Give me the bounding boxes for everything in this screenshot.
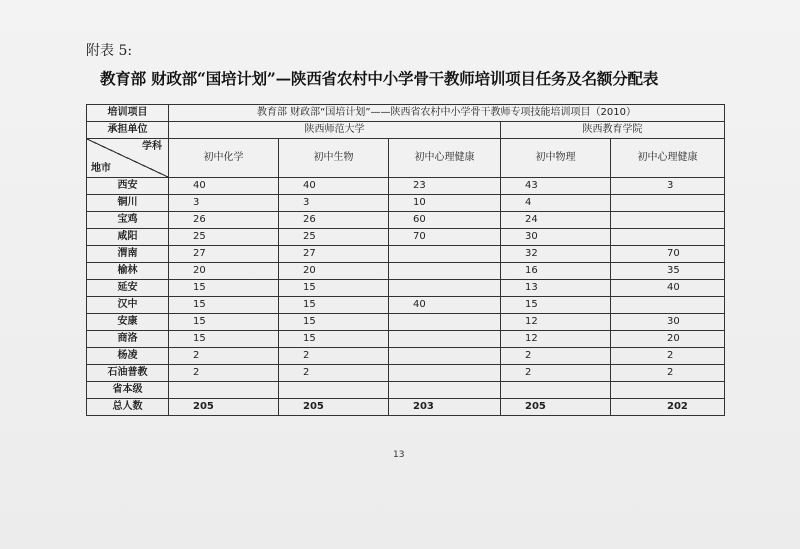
- region-cell: 杨凌: [87, 348, 169, 365]
- subject-row: [87, 139, 725, 178]
- table-row: [87, 297, 725, 314]
- table-cell: [389, 280, 501, 297]
- table-cell: 26: [279, 212, 389, 229]
- table-cell: 15: [279, 297, 389, 314]
- table-cell: 13: [501, 280, 611, 297]
- table-cell: [389, 263, 501, 280]
- region-cell: 安康: [87, 314, 169, 331]
- region-cell: 商洛: [87, 331, 169, 348]
- table-row: [87, 229, 725, 246]
- table-cell: 40: [611, 280, 725, 297]
- table-cell: 15: [279, 280, 389, 297]
- allocation-table: [86, 104, 725, 416]
- subject-header: 初中心理健康: [389, 139, 501, 178]
- region-cell: 铜川: [87, 195, 169, 212]
- unit-label: 承担单位: [87, 122, 169, 139]
- table-cell: 40: [389, 297, 501, 314]
- total-cell: 205: [279, 399, 389, 416]
- unit-row: [87, 122, 725, 139]
- table-cell: 15: [279, 331, 389, 348]
- table-cell: 20: [611, 331, 725, 348]
- total-cell: 203: [389, 399, 501, 416]
- region-cell: 延安: [87, 280, 169, 297]
- table-cell: 30: [611, 314, 725, 331]
- table-row: [87, 246, 725, 263]
- table-cell: 16: [501, 263, 611, 280]
- table-row: [87, 178, 725, 195]
- corner-region-label: 地市: [91, 163, 111, 174]
- table-cell: 15: [169, 280, 279, 297]
- table-cell: [611, 297, 725, 314]
- table-cell: 15: [169, 314, 279, 331]
- table-row: [87, 382, 725, 399]
- table-cell: 3: [169, 195, 279, 212]
- table-cell: 25: [279, 229, 389, 246]
- table-cell: [611, 229, 725, 246]
- table-cell: [611, 382, 725, 399]
- project-row: [87, 105, 725, 122]
- table-cell: 70: [389, 229, 501, 246]
- table-cell: 2: [279, 348, 389, 365]
- table-cell: [389, 331, 501, 348]
- table-row: [87, 314, 725, 331]
- subject-header: 初中心理健康: [611, 139, 725, 178]
- table-cell: [389, 365, 501, 382]
- table-cell: [611, 212, 725, 229]
- table-cell: 2: [501, 348, 611, 365]
- table-row: [87, 280, 725, 297]
- table-cell: 60: [389, 212, 501, 229]
- table-row: [87, 212, 725, 229]
- total-label: 总人数: [87, 399, 169, 416]
- table-cell: [501, 382, 611, 399]
- unit-shaanxi-normal: 陕西师范大学: [169, 122, 501, 139]
- subject-header: 初中生物: [279, 139, 389, 178]
- table-cell: 40: [279, 178, 389, 195]
- table-row: [87, 331, 725, 348]
- total-cell: 202: [611, 399, 725, 416]
- table-cell: [611, 195, 725, 212]
- table-cell: [389, 246, 501, 263]
- table-cell: 12: [501, 331, 611, 348]
- table-cell: 24: [501, 212, 611, 229]
- table-cell: 32: [501, 246, 611, 263]
- total-cell: 205: [169, 399, 279, 416]
- region-cell: 汉中: [87, 297, 169, 314]
- table-cell: 20: [279, 263, 389, 280]
- table-cell: 35: [611, 263, 725, 280]
- table-cell: 15: [501, 297, 611, 314]
- table-cell: 43: [501, 178, 611, 195]
- table-cell: [169, 382, 279, 399]
- region-cell: 渭南: [87, 246, 169, 263]
- table-cell: 20: [169, 263, 279, 280]
- table-cell: 3: [279, 195, 389, 212]
- region-cell: 石油普教: [87, 365, 169, 382]
- table-cell: 3: [611, 178, 725, 195]
- page-number: 13: [393, 450, 405, 460]
- table-row: [87, 263, 725, 280]
- table-cell: 23: [389, 178, 501, 195]
- table-cell: 26: [169, 212, 279, 229]
- corner-subject-label: 学科: [142, 141, 162, 152]
- table-row: [87, 195, 725, 212]
- region-cell: 咸阳: [87, 229, 169, 246]
- region-cell: 宝鸡: [87, 212, 169, 229]
- table-cell: 15: [169, 331, 279, 348]
- table-cell: 15: [169, 297, 279, 314]
- table-row: [87, 348, 725, 365]
- table-cell: 27: [169, 246, 279, 263]
- table-cell: [389, 348, 501, 365]
- table-cell: [389, 314, 501, 331]
- table-cell: [389, 382, 501, 399]
- table-cell: 2: [611, 348, 725, 365]
- table-cell: 25: [169, 229, 279, 246]
- table-cell: 30: [501, 229, 611, 246]
- subject-header: 初中物理: [501, 139, 611, 178]
- total-row: [87, 399, 725, 416]
- table-cell: 70: [611, 246, 725, 263]
- table-cell: 2: [169, 365, 279, 382]
- region-cell: 榆林: [87, 263, 169, 280]
- appendix-label: 附表 5:: [86, 43, 133, 59]
- table-cell: 12: [501, 314, 611, 331]
- region-cell: 省本级: [87, 382, 169, 399]
- project-label: 培训项目: [87, 105, 169, 122]
- unit-shaanxi-education: 陕西教育学院: [501, 122, 725, 139]
- subject-header: 初中化学: [169, 139, 279, 178]
- table-cell: 40: [169, 178, 279, 195]
- corner-cell: [87, 139, 169, 178]
- table-row: [87, 365, 725, 382]
- project-value: 教育部 财政部“国培计划”——陕西省农村中小学骨干教师专项技能培训项目（2010）: [169, 105, 725, 122]
- document-title: 教育部 财政部“国培计划”—陕西省农村中小学骨干教师培训项目任务及名额分配表: [100, 69, 659, 88]
- table-cell: 2: [279, 365, 389, 382]
- region-cell: 西安: [87, 178, 169, 195]
- total-cell: 205: [501, 399, 611, 416]
- table-cell: 4: [501, 195, 611, 212]
- table-cell: 27: [279, 246, 389, 263]
- table-cell: [279, 382, 389, 399]
- table-cell: 2: [501, 365, 611, 382]
- table-cell: 15: [279, 314, 389, 331]
- table-cell: 2: [611, 365, 725, 382]
- table-cell: 10: [389, 195, 501, 212]
- table-cell: 2: [169, 348, 279, 365]
